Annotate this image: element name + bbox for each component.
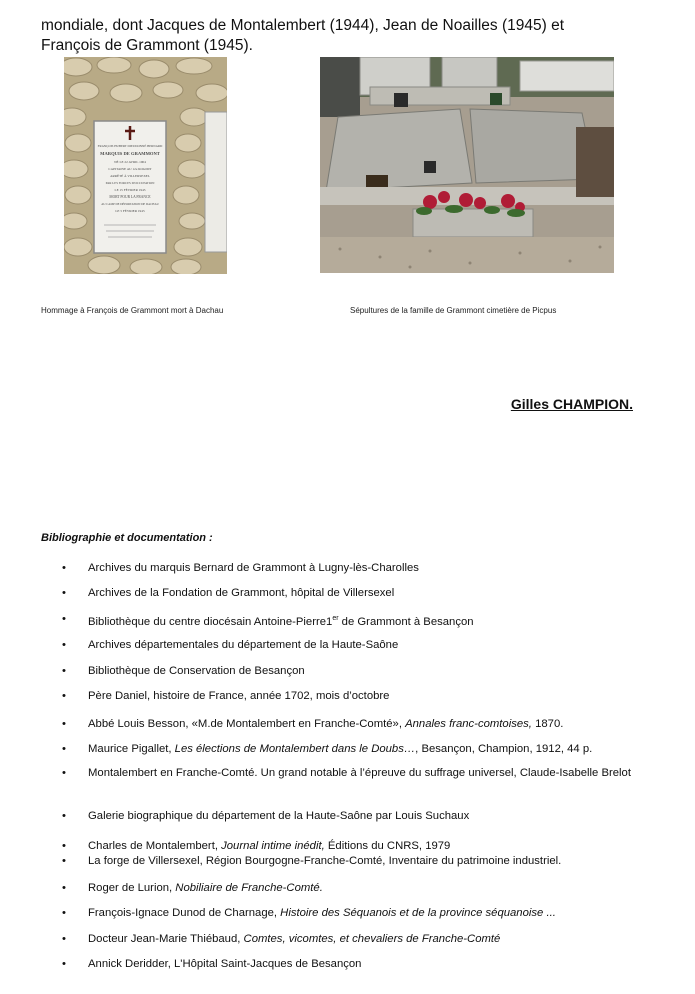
bibliography-item-text: Docteur Jean-Marie Thiébaud, Comtes, vicomtes, et chevaliers de Franche-Comté — [88, 933, 501, 945]
author-signature: Gilles CHAMPION. — [510, 396, 633, 412]
bullet-icon: • — [62, 613, 66, 625]
bibliography-item — [62, 664, 637, 679]
bullet-icon: • — [62, 840, 66, 852]
plaque-photo — [64, 57, 227, 274]
bullet-icon: • — [62, 587, 66, 599]
bibliography-item — [62, 881, 637, 896]
plaque-line-5: ARRÊTÉ À VILLERSEXEL — [110, 174, 150, 178]
bibliography-item-text: Galerie biographique du département de la Haute-Saône par Louis Suchaux — [88, 810, 470, 822]
plaque-line-3: NÉ LE 22 AVRIL 1904 — [114, 160, 146, 164]
bibliography-item — [62, 586, 637, 601]
bibliography-item-text: Charles de Montalembert, Journal intime inédit, Éditions du CNRS, 1979 — [88, 840, 451, 852]
bibliography-item — [62, 957, 637, 972]
bullet-icon: • — [62, 907, 66, 919]
intro-line-1: mondiale, dont Jacques de Montalembert (1944), Jean de Noailles (1945) et — [41, 17, 565, 34]
bibliography-item — [62, 561, 637, 576]
bibliography-item-text: Roger de Lurion, Nobiliaire de Franche-Comté. — [88, 882, 323, 894]
bibliography-item — [62, 717, 637, 732]
bullet-icon: • — [62, 639, 66, 651]
bibliography-item-text: Abbé Louis Besson, «M.de Montalembert en Franche-Comté», Annales franc-comtoises, 1870. — [88, 718, 564, 730]
bullet-icon: • — [62, 882, 66, 894]
bibliography-item — [62, 638, 637, 653]
bibliography-item — [62, 612, 637, 629]
bibliography-item-text: Maurice Pigallet, Les élections de Montalembert dans le Doubs…, Besançon, Champion, 1912, 44 p. — [88, 743, 593, 755]
bullet-icon: • — [62, 562, 66, 574]
bibliography-item-text: La forge de Villersexel, Région Bourgogne-Franche-Comté, Inventaire du patrimoine industriel. — [88, 855, 562, 867]
graves-caption: Sépultures de la famille de Grammont cimetière de Picpus — [350, 306, 557, 315]
bibliography-item-text: Archives départementales du département de la Haute-Saône — [88, 639, 399, 651]
bibliography-item-text: Père Daniel, histoire de France, année 1702, mois d’octobre — [88, 690, 390, 702]
bibliography-item — [62, 854, 637, 869]
bullet-icon: • — [62, 855, 66, 867]
bullet-icon: • — [62, 690, 66, 702]
plaque-line-1: FRANÇOIS HUBERT DIEUDONNÉ BERNARD — [97, 144, 163, 148]
bullet-icon: • — [62, 718, 66, 730]
plaque-caption: Hommage à François de Grammont mort à Dachau — [41, 306, 224, 315]
bullet-icon: • — [62, 810, 66, 822]
plaque-line-8: MORT POUR LA FRANCE — [109, 195, 151, 199]
bibliography-item-text: Annick Deridder, L'Hôpital Saint-Jacques de Besançon — [88, 958, 362, 970]
intro-paragraph — [41, 16, 641, 56]
bibliography-item-text: François-Ignace Dunod de Charnage, Histoire des Séquanois et de la province séquanoise ... — [88, 907, 556, 919]
bibliography-item — [62, 932, 637, 947]
bibliography-item-text: Archives du marquis Bernard de Grammont à Lugny-lès-Charolles — [88, 562, 419, 574]
plaque-line-10: LE 5 FÉVRIER 1945 — [115, 209, 145, 213]
bibliography-item — [62, 766, 637, 781]
bibliography-item-text: Archives de la Fondation de Grammont, hôpital de Villersexel — [88, 587, 395, 599]
bullet-icon: • — [62, 743, 66, 755]
plaque-line-4: CAPITAINE AU 12e ROGIMT — [108, 167, 152, 171]
plaque-line-6: PAR LES FORCES D'OCCUPATION — [105, 181, 155, 185]
bullet-icon: • — [62, 958, 66, 970]
bullet-icon: • — [62, 767, 66, 779]
bibliography-title: Bibliographie et documentation : — [41, 532, 213, 544]
plaque-line-7: LE 15 FÉVRIER 1943 — [114, 188, 146, 192]
bibliography-item — [62, 906, 637, 921]
bibliography-item — [62, 689, 637, 704]
bibliography-item-text: Montalembert en Franche-Comté. Un grand notable à l’épreuve du suffrage universel, Claude-Isabelle Brelot — [88, 767, 631, 779]
bibliography-item — [62, 742, 637, 757]
bullet-icon: • — [62, 933, 66, 945]
bibliography-item — [62, 809, 637, 824]
bullet-icon: • — [62, 665, 66, 677]
graves-photo — [320, 57, 614, 273]
bibliography-item — [62, 839, 637, 854]
intro-line-2: François de Grammont (1945). — [41, 37, 253, 54]
plaque-photo-image — [64, 57, 227, 274]
plaque-line-9: AU CAMP DE DÉPORTATION DE DACHAU — [101, 202, 159, 206]
bibliography-item-text: Bibliothèque de Conservation de Besançon — [88, 665, 305, 677]
graves-photo-image — [320, 57, 614, 273]
bibliography-item-text: Bibliothèque du centre diocésain Antoine-Pierre1er de Grammont à Besançon — [88, 615, 474, 628]
plaque-line-2: MARQUIS DE GRAMMONT — [100, 151, 160, 156]
